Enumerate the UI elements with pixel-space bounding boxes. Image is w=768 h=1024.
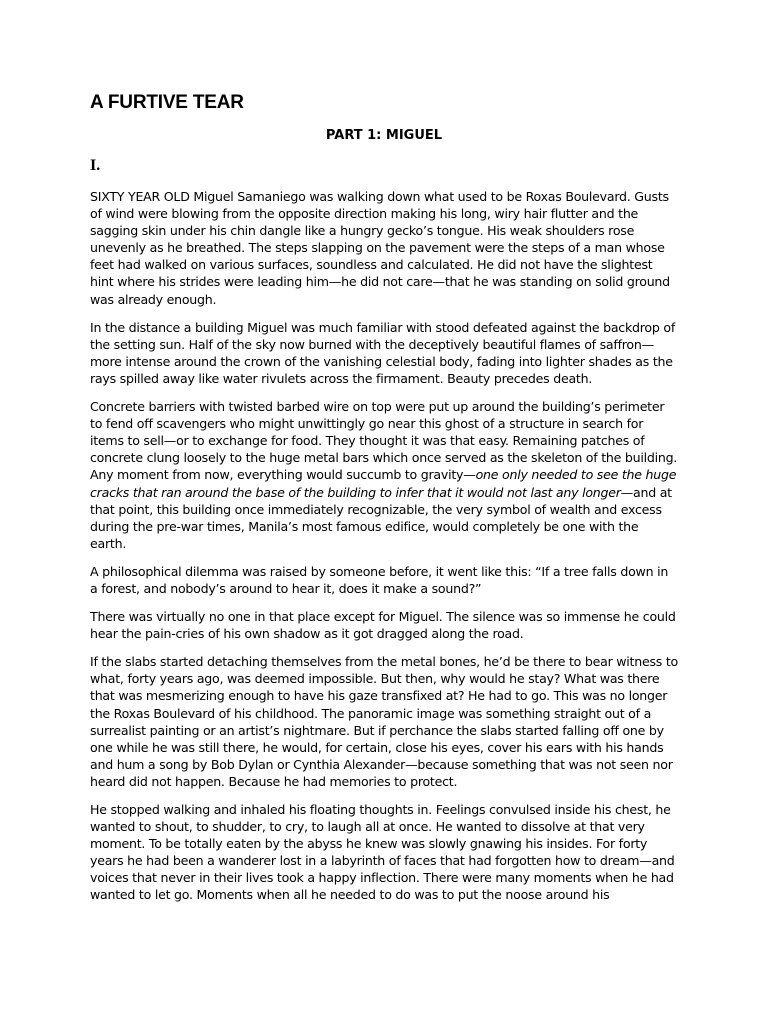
document-page	[90, 92, 678, 915]
paragraph-3-text-start: Concrete barriers with twisted barbed wire on top were put up around the building’s perimeter to fend off scavengers who might unwittingly go near this ghost of a structure in search for items to sell—or to exchange for food. They thought it was that easy. Remaining patches of concrete clung loosely to the huge metal bars which once served as the skeleton of the building. Any moment from now, everything would succumb to gravity—	[90, 399, 678, 483]
section-numeral: I.	[90, 157, 101, 174]
paragraph-3-text-end: —and at that point, this building once immediately recognizable, the very symbol of wealth and excess during the pre-war times, Manila’s most famous edifice, would completely be one with the earth.	[90, 484, 672, 551]
document-title: A FURTIVE TEAR	[90, 92, 244, 113]
paragraph-2: In the distance a building Miguel was much familiar with stood defeated against the backdrop of the setting sun. Half of the sky now burned with the deceptively beautiful flames of saffron—more intense around the crown of the vanishing celestial body, fading into lighter shades as the rays spilled away like water rivulets across the firmament. Beauty precedes death.	[90, 319, 675, 386]
paragraph-5: There was virtually no one in that place except for Miguel. The silence was so immense he could hear the pain-cries of his own shadow as it got dragged along the road.	[90, 609, 676, 642]
paragraph-3-italic-text: one only needed to see the huge cracks that ran around the base of the building to infer that it would not last any longer	[90, 467, 677, 500]
paragraph-6: If the slabs started detaching themselves from the metal bones, he’d be there to bear witness to what, forty years ago, was deemed impossible. But then, why would he stay? What was there that was mesmerizing enough to have his gaze transfixed at? He had to go. This was no longer the Roxas Boulevard of his childhood. The panoramic image was something straight out of a surrealist painting or an artist’s nightmare. But if perchance the slabs started falling off one by one while he was still there, he would, for certain, close his eyes, cover his ears with his hands and hum a song by Bob Dylan or Cynthia Alexander—because something that was not seen nor heard did not happen. Because he had memories to protect.	[90, 654, 678, 789]
paragraph-7: He stopped walking and inhaled his floating thoughts in. Feelings convulsed inside his chest, he wanted to shout, to shudder, to cry, to laugh all at once. He wanted to dissolve at that very moment. To be totally eaten by the abyss he knew was slowly gnawing his insides. For forty years he had been a wanderer lost in a labyrinth of faces that had forgotten how to dream—and voices that never in their lives took a happy inflection. There were many moments when he had wanted to let go. Moments when all he needed to do was to put the noose around his	[90, 802, 675, 903]
paragraph-3	[90, 398, 678, 552]
paragraph-1: SIXTY YEAR OLD Miguel Samaniego was walking down what used to be Roxas Boulevard. Gusts of wind were blowing from the opposite direction making his long, wiry hair flutter and the sagging skin under his chin dangle like a hungry gecko’s tongue. His weak shoulders rose unevenly as he breathed. The steps slapping on the pavement were the steps of a man whose feet had walked on various surfaces, soundless and calculated. He did not have the slightest hint where his strides were leading him—he did not care—that he was standing on solid ground was already enough.	[90, 189, 670, 307]
part-heading: PART 1: MIGUEL	[325, 128, 443, 143]
paragraph-4: A philosophical dilemma was raised by someone before, it went like this: “If a tree falls down in a forest, and nobody’s around to hear it, does it make a sound?”	[90, 563, 669, 596]
